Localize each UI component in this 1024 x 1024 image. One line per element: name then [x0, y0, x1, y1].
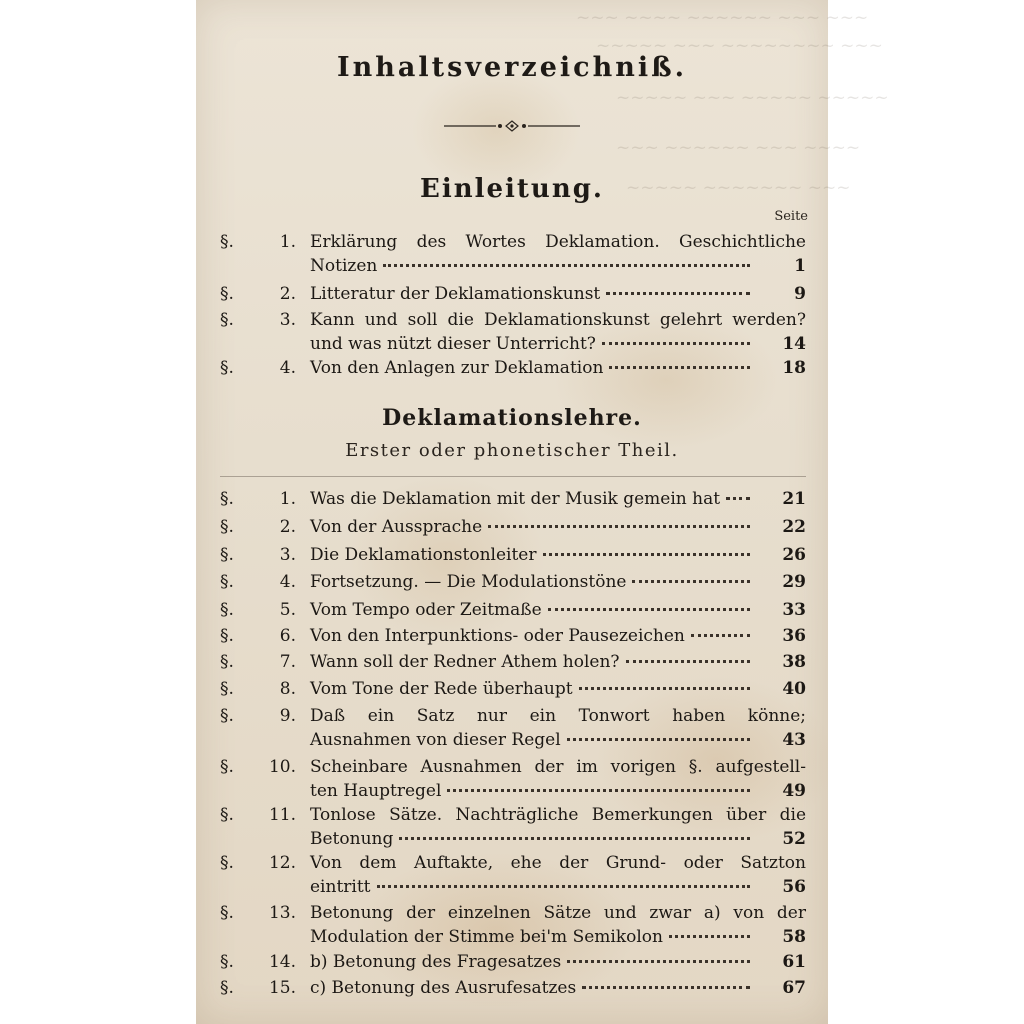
paragraph-symbol: §.: [220, 358, 234, 378]
entry-title-line: b) Betonung des Fragesatzes: [310, 952, 562, 972]
section-number: 2.: [279, 284, 296, 304]
section-number: 1.: [279, 489, 296, 509]
page-number: 36: [782, 626, 806, 646]
dot-leader: [626, 654, 750, 663]
entry-title-line: Kann und soll die Deklamationskunst gelehrt werden?: [310, 310, 806, 330]
ornament-divider: [444, 119, 580, 133]
section-number: 13.: [268, 903, 296, 923]
page-number: 40: [782, 679, 806, 699]
dot-leader: [488, 519, 750, 528]
entry-title-line: Erklärung des Wortes Deklamation. Geschichtliche: [310, 232, 806, 252]
entry-title-line: Daß ein Satz nur ein Tonwort haben könne;: [310, 706, 806, 726]
paragraph-symbol: §.: [220, 978, 234, 998]
paragraph-symbol: §.: [220, 284, 234, 304]
section-subheading: Erster oder phonetischer Theil.: [345, 440, 679, 461]
entry-title-line: Vom Tempo oder Zeitmaße: [310, 600, 542, 620]
paragraph-symbol: §.: [220, 310, 234, 330]
page-number: 43: [782, 730, 806, 750]
entry-title-line: Litteratur der Deklamationskunst: [310, 284, 601, 304]
section-number: 8.: [279, 679, 296, 699]
page-number: 33: [782, 600, 806, 620]
page-number: 1: [794, 256, 806, 276]
entry-title-line: Von den Anlagen zur Deklamation: [310, 358, 604, 378]
dot-leader: [726, 491, 750, 500]
page-number: 49: [782, 781, 806, 801]
show-through-texture: ~~~~~ ~~~ ~~~~~~~~ ~~~: [596, 36, 883, 56]
show-through-texture: ~~~ ~~~~ ~~~~~~ ~~~ ~~~: [576, 8, 869, 28]
paragraph-symbol: §.: [220, 626, 234, 646]
section-number: 1.: [279, 232, 296, 252]
dot-leader: [567, 732, 750, 741]
dot-leader: [399, 831, 750, 840]
section-number: 11.: [268, 805, 296, 825]
dot-leader: [606, 286, 750, 295]
section-number: 15.: [268, 978, 296, 998]
entry-title-line: Wann soll der Redner Athem holen?: [310, 652, 620, 672]
section-heading-einleitung: Einleitung.: [420, 174, 604, 204]
entry-title-line: Betonung der einzelnen Sätze und zwar a) von der: [310, 903, 806, 923]
entry-title-line: Von dem Auftakte, ehe der Grund- oder Satzton: [310, 853, 806, 873]
section-number: 14.: [268, 952, 296, 972]
dot-leader: [383, 258, 750, 267]
paragraph-symbol: §.: [220, 600, 234, 620]
divider-rule: [220, 476, 806, 477]
section-number: 9.: [279, 706, 296, 726]
paragraph-symbol: §.: [220, 853, 234, 873]
entry-title-line: Die Deklamationstonleiter: [310, 545, 537, 565]
section-heading-deklamationslehre: Deklamationslehre.: [382, 405, 642, 431]
show-through-texture: ~~~~~ ~~~~~~~ ~~~: [626, 178, 851, 198]
entry-title-line: Was die Deklamation mit der Musik gemein hat: [310, 489, 721, 509]
page-number: 18: [782, 358, 806, 378]
section-number: 3.: [279, 545, 296, 565]
page-number: 67: [782, 978, 806, 998]
dot-leader: [579, 681, 750, 690]
page-number: 61: [782, 952, 806, 972]
paragraph-symbol: §.: [220, 903, 234, 923]
dot-leader: [691, 628, 750, 637]
entry-title-line: ten Hauptregel: [310, 781, 442, 801]
entry-title-line: Scheinbare Ausnahmen der im vorigen §. aufgestell-: [310, 757, 806, 777]
paragraph-symbol: §.: [220, 679, 234, 699]
dot-leader: [609, 360, 750, 369]
entry-title-line: Fortsetzung. — Die Modulationstöne: [310, 572, 627, 592]
entry-title-line: Tonlose Sätze. Nachträgliche Bemerkungen über die: [310, 805, 806, 825]
section-number: 2.: [279, 517, 296, 537]
show-through-texture: ~~~ ~~~~~~ ~~~ ~~~~: [616, 138, 861, 158]
paragraph-symbol: §.: [220, 545, 234, 565]
dot-leader: [567, 954, 750, 963]
page-number: 9: [794, 284, 806, 304]
page-number: 58: [782, 927, 806, 947]
section-number: 4.: [279, 358, 296, 378]
paragraph-symbol: §.: [220, 572, 234, 592]
entry-title-line: c) Betonung des Ausrufesatzes: [310, 978, 577, 998]
page-number: 52: [782, 829, 806, 849]
dot-leader: [548, 602, 750, 611]
paragraph-symbol: §.: [220, 232, 234, 252]
page-number: 14: [782, 334, 806, 354]
page-number: 38: [782, 652, 806, 672]
page-title: Inhaltsverzeichniß.: [336, 52, 688, 83]
paragraph-symbol: §.: [220, 489, 234, 509]
entry-title-line: Von den Interpunktions- oder Pausezeichen: [310, 626, 685, 646]
section-number: 5.: [279, 600, 296, 620]
paragraph-symbol: §.: [220, 952, 234, 972]
entry-title-line: Betonung: [310, 829, 394, 849]
paragraph-symbol: §.: [220, 757, 234, 777]
page-column-label: Seite: [774, 209, 808, 224]
show-through-texture: ~~~~~ ~~~ ~~~~~ ~~~~~: [616, 88, 889, 108]
entry-title-line: Notizen: [310, 256, 378, 276]
dot-leader: [377, 879, 750, 888]
dot-leader: [632, 574, 750, 583]
dot-leader: [582, 980, 750, 989]
section-number: 10.: [268, 757, 296, 777]
paragraph-symbol: §.: [220, 517, 234, 537]
entry-title-line: Vom Tone der Rede überhaupt: [310, 679, 573, 699]
dot-leader: [669, 929, 750, 938]
entry-title-line: Von der Aussprache: [310, 517, 483, 537]
section-number: 3.: [279, 310, 296, 330]
entry-title-line: eintritt: [310, 877, 371, 897]
entry-title-line: Ausnahmen von dieser Regel: [310, 730, 561, 750]
page-number: 22: [782, 517, 806, 537]
dot-leader: [602, 336, 750, 345]
entry-title-line: Modulation der Stimme bei'm Semikolon: [310, 927, 663, 947]
page-number: 56: [782, 877, 806, 897]
paragraph-symbol: §.: [220, 805, 234, 825]
section-number: 12.: [268, 853, 296, 873]
section-number: 6.: [279, 626, 296, 646]
section-number: 7.: [279, 652, 296, 672]
dot-leader: [447, 783, 750, 792]
paragraph-symbol: §.: [220, 706, 234, 726]
entry-title-line: und was nützt dieser Unterricht?: [310, 334, 596, 354]
section-number: 4.: [279, 572, 296, 592]
dot-leader: [543, 547, 751, 556]
page-number: 29: [782, 572, 806, 592]
paragraph-symbol: §.: [220, 652, 234, 672]
page-number: 21: [782, 489, 806, 509]
book-page: [196, 0, 889, 1024]
page-number: 26: [782, 545, 806, 565]
